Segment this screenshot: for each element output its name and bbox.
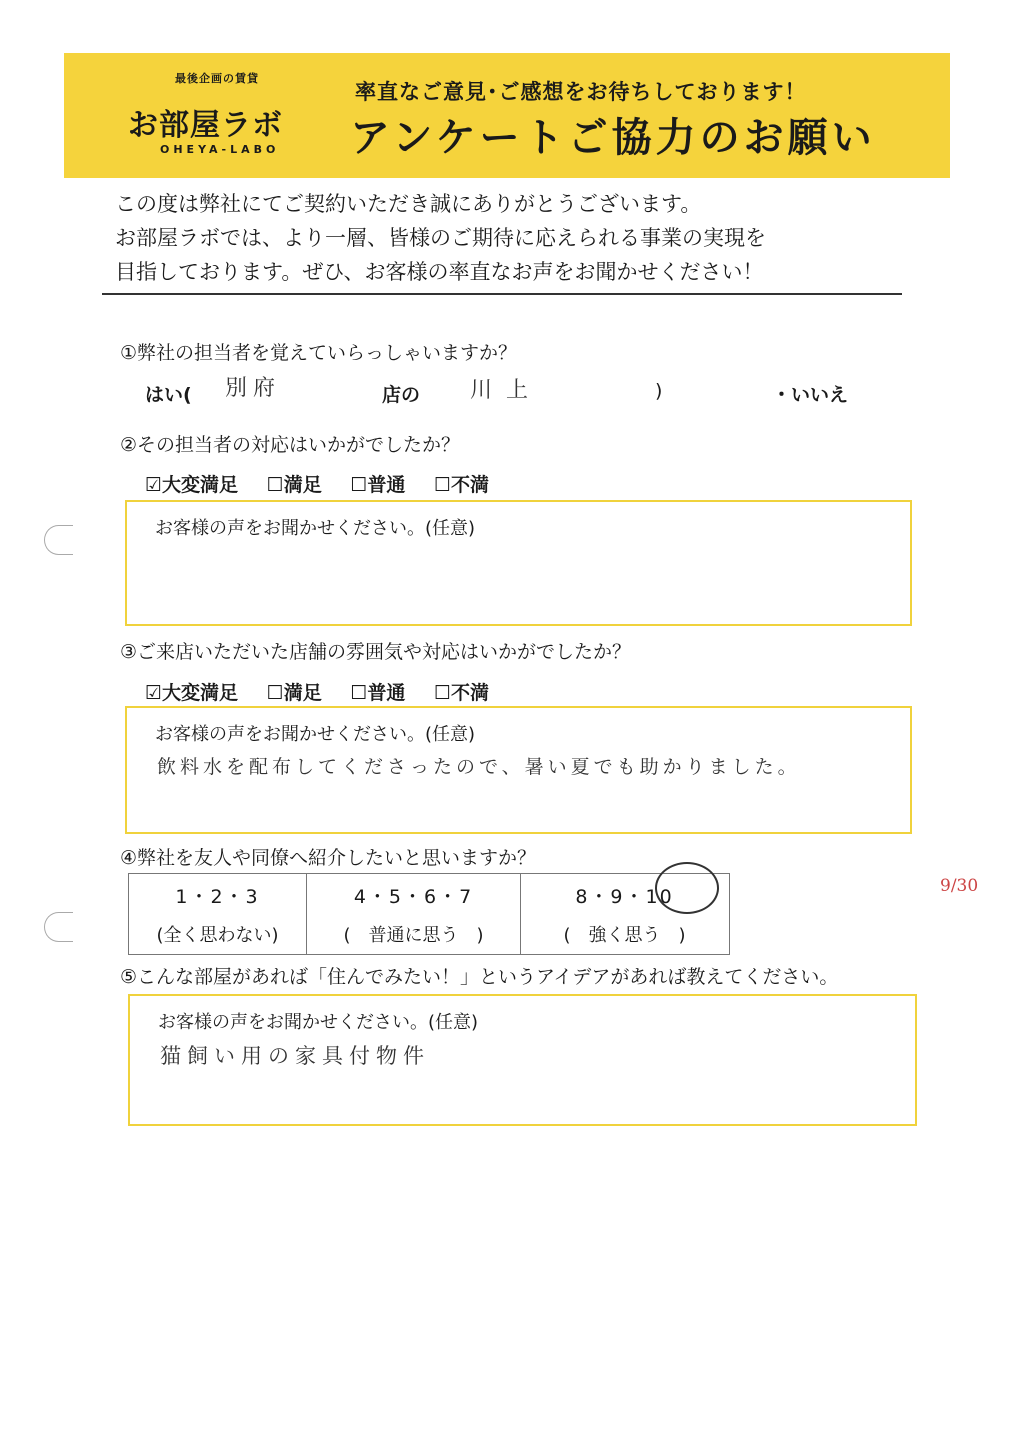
q4-group-high-caption: ( 強く思う ) [563,925,686,946]
punch-hole-top [44,525,73,555]
q4-group-low-caption: (全く思わない) [156,925,279,946]
q5-question: ⑤こんな部屋があれば「住んでみたい！」というアイデアがあれば教えてください。 [120,966,839,988]
q4-group-low-numbers: 1・2・3 [175,886,260,908]
q4-group-mid-caption: ( 普通に思う ) [343,925,484,946]
q1-store-handwriting: 別府 [225,376,282,401]
q2-option-normal[interactable]: ☐普通 [350,474,406,496]
q4-group-high-numbers: 8・9・10 [575,886,674,908]
q5-voice-box[interactable] [128,994,917,1126]
q1-close-paren: ) [655,380,663,402]
header-subtitle: 率直なご意見･ご感想をお待ちしております！ [355,80,807,104]
q4-group-mid-numbers: 4・5・6・7 [353,886,474,908]
q3-option-unsatisfied[interactable]: ☐不満 [434,682,490,704]
divider [102,293,902,295]
q1-no-option[interactable]: ・いいえ [772,384,849,406]
q4-group-low[interactable] [129,874,306,954]
q4-rating-scale [128,873,730,955]
q2-voice-label: お客様の声をお聞かせください。(任意) [155,518,476,539]
punch-hole-bottom [44,912,73,942]
q3-voice-label: お客様の声をお聞かせください。(任意) [155,724,476,745]
q3-voice-box[interactable] [125,706,912,834]
intro-line-2: お部屋ラボでは、より一層、皆様のご期待に応えられる事業の実現を [115,226,766,250]
side-note: 9/30 [940,876,979,896]
q3-voice-answer: 飲料水を配布してくださったので、暑い夏でも助かりました。 [157,756,801,778]
q3-option-normal[interactable]: ☐普通 [350,682,406,704]
q3-option-very-satisfied[interactable]: ☑大変満足 [145,682,239,704]
page-title: アンケートご協力のお願い [350,115,876,161]
q3-options [145,678,511,705]
q4-selected-circle [655,862,719,914]
q3-option-satisfied[interactable]: ☐満足 [266,682,322,704]
logo-romaji: OHEYA-LABO [160,143,280,156]
intro-line-1: この度は弊社にてご契約いただき誠にありがとうございます。 [115,192,702,216]
q5-voice-answer: 猫飼い用の家具付物件 [160,1044,430,1068]
logo-name: お部屋ラボ [128,108,283,143]
intro-line-3: 目指しております。ぜひ、お客様の率直なお声をお聞かせください！ [115,260,764,284]
q3-question: ③ご来店いただいた店舗の雰囲気や対応はいかがでしたか？ [120,641,632,663]
q1-person-handwriting: 川上 [470,378,543,403]
q2-options [145,470,511,497]
q1-store-label: 店の [382,384,421,406]
q1-yes-label: はい( [145,384,192,406]
q2-option-satisfied[interactable]: ☐満足 [266,474,322,496]
q4-group-mid[interactable] [306,874,520,954]
q2-option-unsatisfied[interactable]: ☐不満 [434,474,490,496]
logo-tagline: 最後企画の賃貸 [175,72,259,85]
q2-option-very-satisfied[interactable]: ☑大変満足 [145,474,239,496]
q1-question: ①弊社の担当者を覚えていらっしゃいますか？ [120,342,518,364]
q4-question: ④弊社を友人や同僚へ紹介したいと思いますか？ [120,847,537,869]
q2-question: ②その担当者の対応はいかがでしたか？ [120,434,461,456]
q5-voice-label: お客様の声をお聞かせください。(任意) [158,1012,479,1033]
q2-voice-box[interactable] [125,500,912,626]
